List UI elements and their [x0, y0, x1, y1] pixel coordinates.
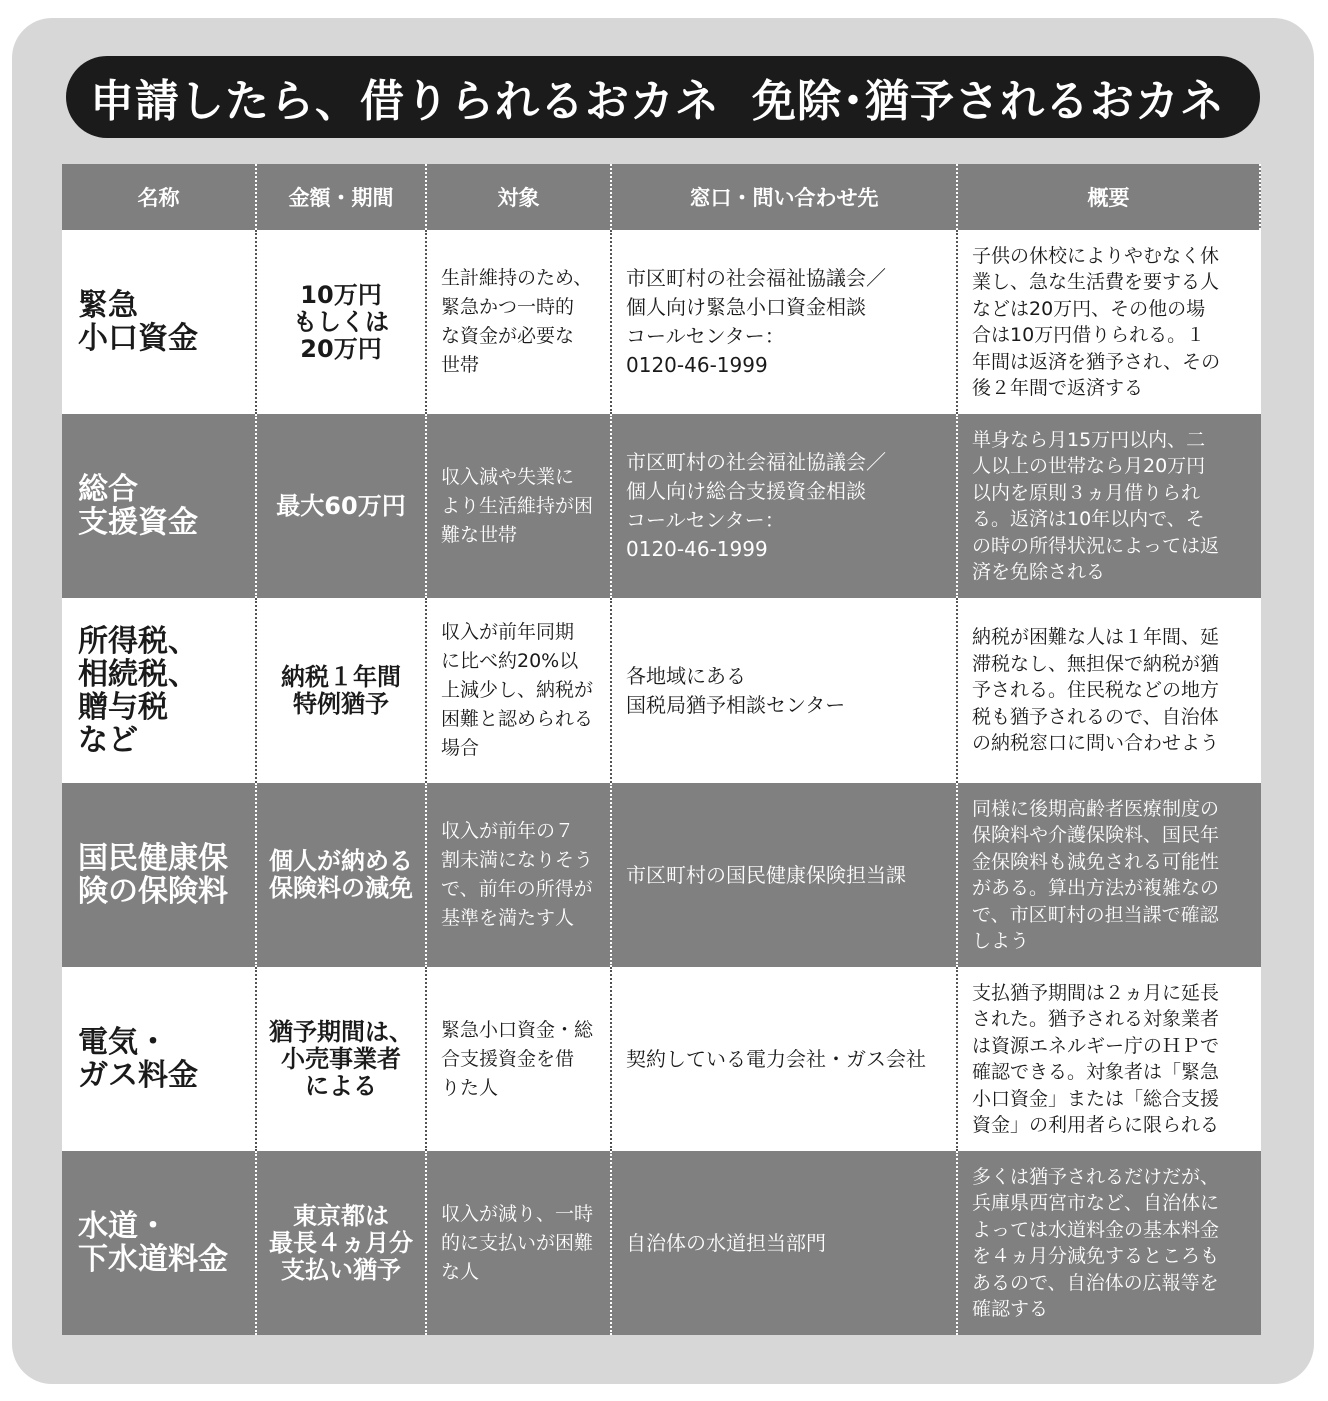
cell-name: 所得税、 相続税、 贈与税 など: [62, 598, 257, 783]
cell-target: 収入が前年の７ 割未満になりそう で、前年の所得が 基準を満たす人: [427, 783, 612, 967]
cell-name: 国民健康保 険の保険料: [62, 783, 257, 967]
cell-name: 電気・ ガス料金: [62, 967, 257, 1151]
cell-contact: 市区町村の社会福祉協議会／ 個人向け緊急小口資金相談 コールセンター： 0120-46-1999: [612, 230, 958, 414]
cell-summary: 子供の休校によりやむなく休 業し、急な生活費を要する人 などは20万円、その他の場 合は10万円借りられる。１ 年間は返済を猶予され、その 後２年間で返済する: [958, 230, 1261, 414]
cell-amount: 10万円 もしくは 20万円: [257, 230, 427, 414]
cell-name: 総合 支援資金: [62, 414, 257, 598]
cell-target: 収入が前年同期 に比べ約20%以 上減少し、納税が 困難と認められる 場合: [427, 598, 612, 783]
cell-contact: 市区町村の社会福祉協議会／ 個人向け総合支援資金相談 コールセンター： 0120-46-1999: [612, 414, 958, 598]
header-summary: 概要: [958, 164, 1261, 230]
cell-contact: 各地域にある 国税局猶予相談センター: [612, 598, 958, 783]
cell-summary: 単身なら月15万円以内、二 人以上の世帯なら月20万円 以内を原則３ヵ月借りられ る。返済は10年以内で、そ の時の所得状況によっては返 済を免除される: [958, 414, 1261, 598]
cell-summary: 支払猶予期間は２ヵ月に延長 された。猶予される対象業者 は資源エネルギー庁のＨＰで 確認できる。対象者は「緊急 小口資金」または「総合支援 資金」の利用者らに限られる: [958, 967, 1261, 1151]
title-exemptions: 免除･猶予されるおカネ: [752, 76, 1225, 127]
cell-name: 水道・ 下水道料金: [62, 1151, 257, 1335]
cell-summary: 納税が困難な人は１年間、延 滞税なし、無担保で納税が猶 予される。住民税などの地方 税も猶予されるので、自治体 の納税窓口に問い合わせよう: [958, 598, 1261, 783]
cell-target: 緊急小口資金・総 合支援資金を借 りた人: [427, 967, 612, 1151]
support-table: [62, 164, 1261, 1335]
cell-target: 収入減や失業に より生活維持が困 難な世帯: [427, 414, 612, 598]
cell-amount: 個人が納める 保険料の減免: [257, 783, 427, 967]
cell-amount: 納税１年間 特例猶予: [257, 598, 427, 783]
cell-amount: 猶予期間は、 小売事業者 による: [257, 967, 427, 1151]
cell-target: 生計維持のため、 緊急かつ一時的 な資金が必要な 世帯: [427, 230, 612, 414]
header-contact: 窓口・問い合わせ先: [612, 164, 958, 230]
cell-summary: 同様に後期高齢者医療制度の 保険料や介護保険料、国民年 金保険料も減免される可能性 がある。算出方法が複雑なの で、市区町村の担当課で確認 しよう: [958, 783, 1261, 967]
cell-amount: 最大60万円: [257, 414, 427, 598]
cell-contact: 契約している電力会社・ガス会社: [612, 967, 958, 1151]
cell-amount: 東京都は 最長４ヵ月分 支払い猶予: [257, 1151, 427, 1335]
cell-contact: 市区町村の国民健康保険担当課: [612, 783, 958, 967]
header-amount: 金額・期間: [257, 164, 427, 230]
title-loans: 申請したら、借りられるおカネ: [90, 76, 720, 127]
title-bar: [66, 56, 1260, 138]
cell-contact: 自治体の水道担当部門: [612, 1151, 958, 1335]
cell-name: 緊急 小口資金: [62, 230, 257, 414]
cell-summary: 多くは猶予されるだけだが、 兵庫県西宮市など、自治体に よっては水道料金の基本料金 を４ヵ月分減免するところも あるので、自治体の広報等を 確認する: [958, 1151, 1261, 1335]
cell-target: 収入が減り、一時 的に支払いが困難 な人: [427, 1151, 612, 1335]
header-name: 名称: [62, 164, 257, 230]
header-target: 対象: [427, 164, 612, 230]
